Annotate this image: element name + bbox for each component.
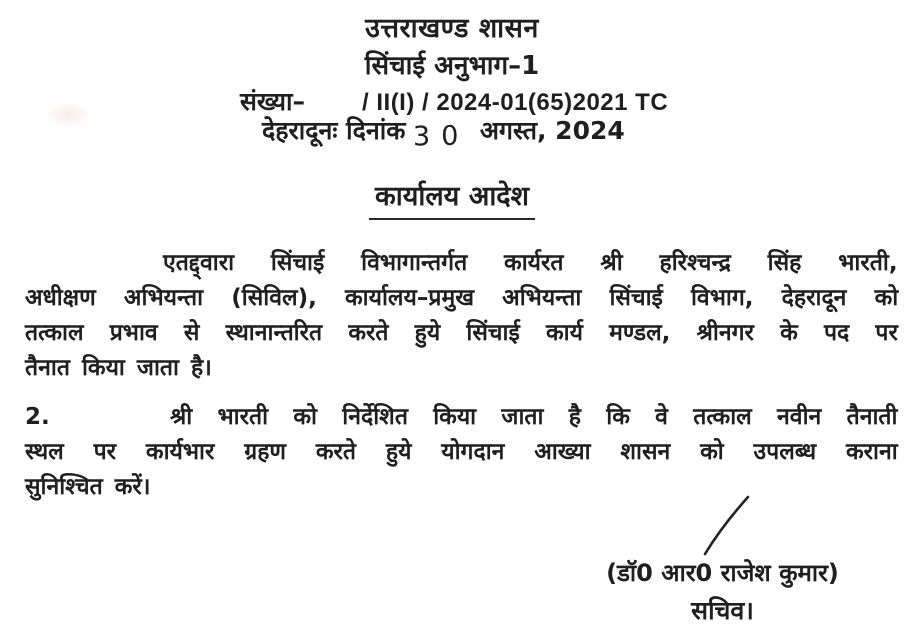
paragraph-2-line: सुनिश्चित करें। xyxy=(25,474,151,500)
paragraph-2-line: स्थल पर कार्यभार ग्रहण करते हुये योगदान आख्या शासन को उपलब्ध कराना xyxy=(25,439,898,465)
date-month-year: अगस्त, 2024 xyxy=(479,116,625,145)
paragraph-2-number: 2. xyxy=(25,404,50,430)
scan-smudge xyxy=(44,102,92,128)
place-date-line xyxy=(262,113,625,153)
paragraph-2-line: श्री भारती को निर्देशित किया जाता है कि वे तत्काल नवीन तैनाती xyxy=(170,404,898,430)
government-name: उत्तराखण्ड शासन xyxy=(365,13,539,44)
place-date-prefix: देहरादूनः दिनांक xyxy=(262,116,406,145)
document-title-text: कार्यालय आदेश xyxy=(369,176,535,220)
letter-number-label: संख्या– xyxy=(240,87,306,116)
paragraph-1-line: अधीक्षण अभियन्ता (सिविल), कार्यालय–प्रमुख अभियन्ता सिंचाई विभाग, देहरादून को xyxy=(25,285,899,311)
handwritten-day: 30 xyxy=(413,120,471,153)
paragraph-1-line: तैनात किया जाता है। xyxy=(25,355,212,381)
paragraph-1 xyxy=(25,246,898,386)
paragraph-1-line: तत्काल प्रभाव से स्थानान्तरित करते हुये सिंचाई कार्य मण्डल, श्रीनगर के पद पर xyxy=(25,320,898,346)
paragraph-1-line: एतद्द्वारा सिंचाई विभागान्तर्गत कार्यरत श्री हरिश्चन्द्र सिंह भारती, xyxy=(163,250,898,276)
signatory-designation: सचिव। xyxy=(691,596,754,625)
department-section: सिंचाई अनुभाग–1 xyxy=(364,51,540,81)
signature-block xyxy=(575,556,870,627)
paragraph-2 xyxy=(25,400,898,505)
letter-number-value: / II(I) / 2024-01(65)2021 TC xyxy=(362,89,669,116)
signatory-name: (डॉ0 आर0 राजेश कुमार) xyxy=(606,559,839,587)
signature-scribble xyxy=(692,492,764,560)
document-title xyxy=(0,176,904,220)
